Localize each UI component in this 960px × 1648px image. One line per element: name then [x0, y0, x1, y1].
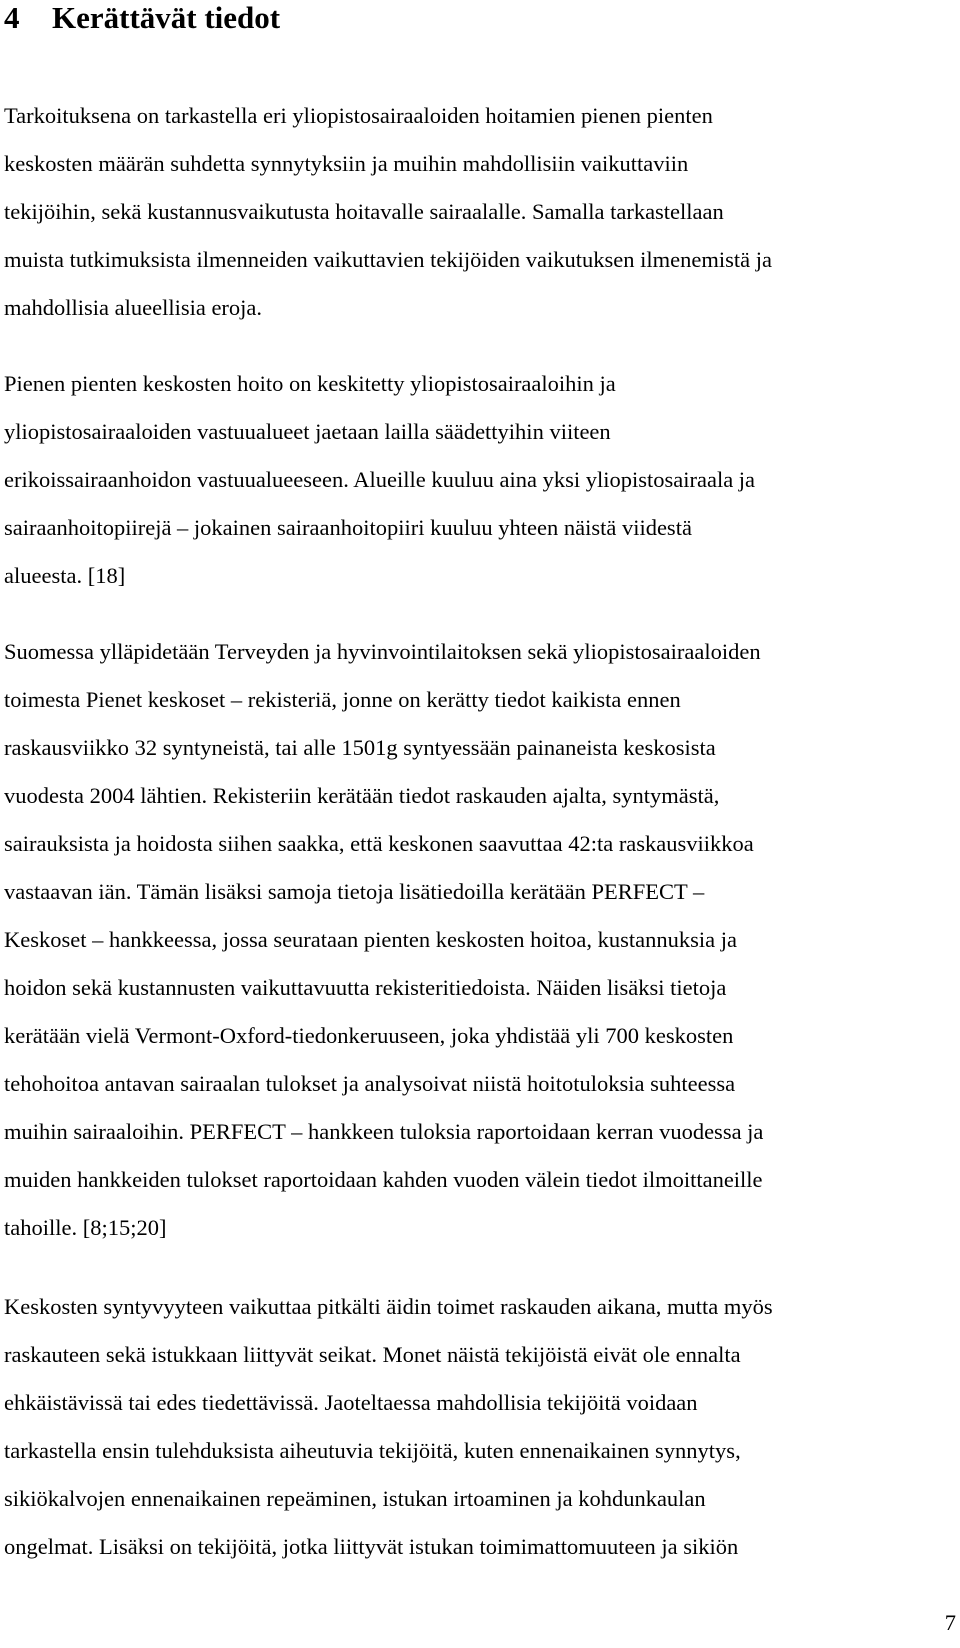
text-line: vuodesta 2004 lähtien. Rekisteriin kerätään tiedot raskauden ajalta, syntymästä, — [4, 783, 720, 808]
paragraph-purpose — [4, 92, 954, 332]
text-line: ongelmat. Lisäksi on tekijöitä, jotka liittyvät istukan toimimattomuuteen ja sikiön — [4, 1534, 739, 1559]
text-line: sairauksista ja hoidosta siihen saakka, että keskonen saavuttaa 42:ta raskausviikkoa — [4, 831, 754, 856]
text-line: sairaanhoitopiirejä – jokainen sairaanhoitopiiri kuuluu yhteen näistä viidestä — [4, 515, 692, 540]
paragraph-care-centralization — [4, 360, 954, 600]
text-line: tehohoitoa antavan sairaalan tulokset ja analysoivat niistä hoitotuloksia suhteessa — [4, 1071, 736, 1096]
section-title: Kerättävät tiedot — [52, 0, 281, 35]
paragraph-preterm-factors — [4, 1283, 954, 1571]
text-line: muiden hankkeiden tulokset raportoidaan kahden vuoden välein tiedot ilmoittaneille — [4, 1167, 763, 1192]
text-line: Pienen pienten keskosten hoito on keskitetty yliopistosairaaloihin ja — [4, 371, 616, 396]
text-line: muista tutkimuksista ilmenneiden vaikuttavien tekijöiden vaikutuksen ilmenemistä ja — [4, 247, 772, 272]
text-line: Tarkoituksena on tarkastella eri yliopistosairaaloiden hoitamien pienen pienten — [4, 103, 713, 128]
page-number: 7 — [944, 1610, 956, 1635]
paragraph-registry — [4, 628, 954, 1252]
text-line: tarkastella ensin tulehduksista aiheutuvia tekijöitä, kuten ennenaikainen synnytys, — [4, 1438, 741, 1463]
text-line: toimesta Pienet keskoset – rekisteriä, jonne on kerätty tiedot kaikista ennen — [4, 687, 681, 712]
text-line: raskausviikko 32 syntyneistä, tai alle 1501g syntyessään painaneista keskosista — [4, 735, 716, 760]
section-heading — [4, 0, 280, 36]
text-line: yliopistosairaaloiden vastuualueet jaetaan lailla säädettyihin viiteen — [4, 419, 611, 444]
text-line: muihin sairaaloihin. PERFECT – hankkeen tuloksia raportoidaan kerran vuodessa ja — [4, 1119, 764, 1144]
text-line: ehkäistävissä tai edes tiedettävissä. Jaoteltaessa mahdollisia tekijöitä voidaan — [4, 1390, 698, 1415]
text-line: alueesta. [18] — [4, 563, 126, 588]
text-line: sikiökalvojen ennenaikainen repeäminen, istukan irtoaminen ja kohdunkaulan — [4, 1486, 706, 1511]
text-line: tahoille. [8;15;20] — [4, 1215, 167, 1240]
text-line: Suomessa ylläpidetään Terveyden ja hyvinvointilaitoksen sekä yliopistosairaaloiden — [4, 639, 761, 664]
text-line: raskauteen sekä istukkaan liittyvät seikat. Monet näistä tekijöistä eivät ole ennalta — [4, 1342, 741, 1367]
text-line: erikoissairaanhoidon vastuualueeseen. Alueille kuuluu aina yksi yliopistosairaala ja — [4, 467, 756, 492]
section-number: 4 — [4, 0, 20, 35]
text-line: tekijöihin, sekä kustannusvaikutusta hoitavalle sairaalalle. Samalla tarkastellaan — [4, 199, 724, 224]
text-line: Keskosten syntyvyyteen vaikuttaa pitkälti äidin toimet raskauden aikana, mutta myös — [4, 1294, 773, 1319]
text-line: kerätään vielä Vermont-Oxford-tiedonkeruuseen, joka yhdistää yli 700 keskosten — [4, 1023, 734, 1048]
text-line: mahdollisia alueellisia eroja. — [4, 295, 263, 320]
text-line: keskosten määrän suhdetta synnytyksiin ja muihin mahdollisiin vaikuttaviin — [4, 151, 689, 176]
text-line: Keskoset – hankkeessa, jossa seurataan pienten keskosten hoitoa, kustannuksia ja — [4, 927, 737, 952]
text-line: hoidon sekä kustannusten vaikuttavuutta rekisteritiedoista. Näiden lisäksi tietoja — [4, 975, 727, 1000]
text-line: vastaavan iän. Tämän lisäksi samoja tietoja lisätiedoilla kerätään PERFECT – — [4, 879, 705, 904]
